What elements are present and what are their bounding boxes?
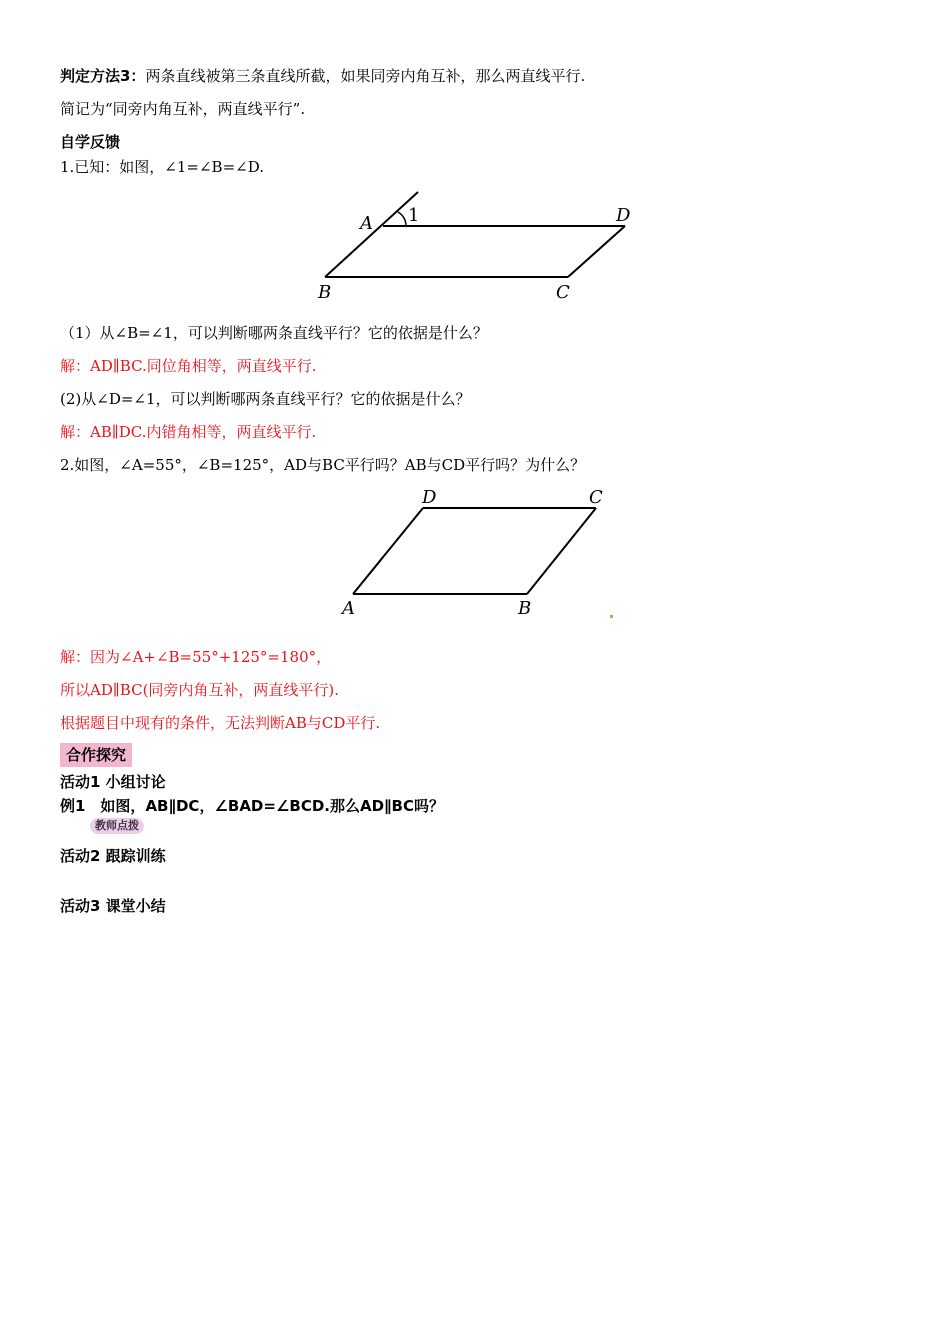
q1-answer2: 解：AB∥DC.内错角相等，两直线平行. bbox=[60, 423, 317, 441]
q2-answer2: 所以AD∥BC(同旁内角互补，两直线平行). bbox=[60, 681, 340, 699]
activity3-title: 活动3 课堂小结 bbox=[60, 897, 166, 915]
q2-label-a: A bbox=[342, 598, 355, 619]
q1-label-b: B bbox=[318, 282, 332, 303]
q1-label-a: A bbox=[360, 213, 373, 234]
q2-figure bbox=[330, 483, 630, 623]
feedback-title: 自学反馈 bbox=[60, 133, 121, 151]
q1-stem: 1.已知：如图，∠1=∠B=∠D. bbox=[60, 158, 264, 176]
q2-answer1: 解：因为∠A+∠B=55°+125°=180°， bbox=[60, 648, 332, 666]
q1-label-angle: 1 bbox=[408, 205, 420, 226]
q2-label-d: D bbox=[422, 487, 437, 508]
summary-text: 简记为“同旁内角互补，两直线平行”. bbox=[60, 100, 306, 118]
q2-answer3: 根据题目中现有的条件，无法判断AB与CD平行. bbox=[60, 714, 381, 732]
activity1-title: 活动1 小组讨论 bbox=[60, 773, 166, 791]
q1-figure bbox=[300, 185, 660, 305]
q1-label-c: C bbox=[556, 282, 570, 303]
q1-label-d: D bbox=[616, 205, 631, 226]
method3-label: 判定方法3： bbox=[60, 67, 146, 85]
artifact-dot bbox=[610, 615, 613, 618]
activity2-title: 活动2 跟踪训练 bbox=[60, 847, 166, 865]
q2-stem: 2.如图，∠A=55°，∠B=125°，AD与BC平行吗？AB与CD平行吗？为什么？ bbox=[60, 456, 586, 474]
q1-answer1: 解：AD∥BC.同位角相等，两直线平行. bbox=[60, 357, 317, 375]
example1-text: 例1 如图，AB∥DC，∠BAD=∠BCD.那么AD∥BC吗？ bbox=[60, 797, 444, 815]
teacher-tip-badge: 教师点拨 bbox=[90, 818, 144, 834]
q1-sub2: (2)从∠D=∠1，可以判断哪两条直线平行？它的依据是什么？ bbox=[60, 390, 471, 408]
q2-label-c: C bbox=[589, 487, 603, 508]
q2-label-b: B bbox=[518, 598, 532, 619]
method3-text: 两条直线被第三条直线所截，如果同旁内角互补，那么两直线平行. bbox=[145, 67, 586, 85]
q1-sub1: （1）从∠B=∠1，可以判断哪两条直线平行？它的依据是什么？ bbox=[60, 324, 488, 342]
method3-line bbox=[60, 66, 585, 86]
section-badge: 合作探究 bbox=[60, 743, 132, 767]
